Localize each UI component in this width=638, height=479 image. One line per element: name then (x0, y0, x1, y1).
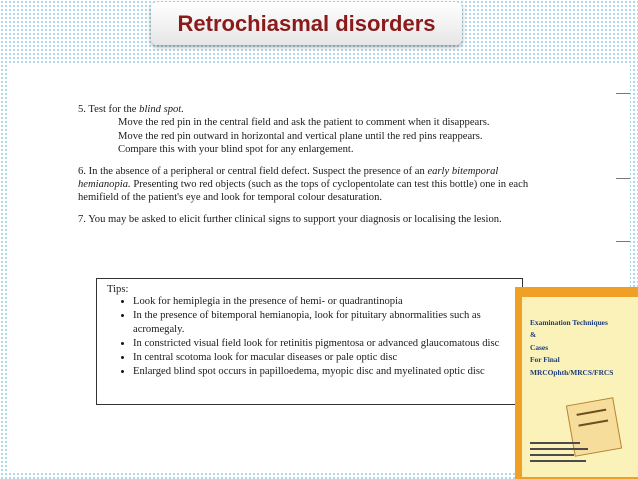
item-5 (78, 103, 538, 157)
book-title-line: Examination Techniques (530, 318, 608, 327)
item-6 (78, 165, 538, 205)
book-title-line: Cases (530, 342, 549, 352)
title-box (151, 2, 462, 45)
item-5-line: Move the red pin in the central field and ask the patient to comment when it disappears. (118, 117, 490, 129)
margin-rule (616, 241, 630, 242)
item-5-line: Move the red pin outward in horizontal and vertical plane until the red pins reappears. (118, 130, 483, 142)
tip-item: • Enlarged blind spot occurs in papilloedema, myopic disc and myelinated optic disc (133, 365, 513, 378)
book-cover-title (530, 317, 613, 379)
tip-item: • In the presence of bitemporal hemianopia, look for pituitary abnormalities such as acromegaly. (133, 309, 513, 336)
document-text (78, 103, 538, 234)
book-cover-page (522, 297, 638, 477)
item-6-emphasis: early bitemporal hemianopia. (78, 165, 499, 191)
item-5-line: Compare this with your blind spot for any enlargement. (118, 144, 354, 156)
margin-rule (616, 178, 630, 179)
book-cover-image (515, 287, 638, 479)
item-7: 7. You may be asked to elicit further clinical signs to support your diagnosis or localising the lesion. (78, 213, 502, 225)
book-title-line: MRCOphth/MRCS/FRCS (530, 367, 614, 377)
book-title-line: & (530, 330, 537, 340)
item-6-rest: Presenting two red objects (such as the tops of cyclopentolate can test this bottle) one in each hemifield of the patient's eye and look for temporal colour desaturation. (78, 179, 529, 204)
book-fine-print (530, 442, 590, 466)
tips-list (115, 295, 513, 380)
tip-item: • In constricted visual field look for retinitis pigmentosa or advanced glaucomatous disc (133, 337, 513, 350)
tip-item: • Look for hemiplegia in the presence of hemi- or quadrantinopia (133, 295, 513, 308)
item-6-lead: 6. In the absence of a peripheral or central field defect. Suspect the presence of an (78, 165, 425, 177)
item-5-emphasis: blind spot. (139, 104, 184, 115)
slide-title: Retrochiasmal disorders (177, 10, 436, 36)
book-title-line: For Final (530, 355, 560, 365)
tips-box (96, 278, 523, 405)
tips-heading: Tips: (107, 284, 129, 295)
item-5-lead: 5. Test for the (78, 104, 137, 115)
margin-rule (616, 93, 630, 94)
tip-item: • In central scotoma look for macular diseases or pale optic disc (133, 351, 513, 364)
